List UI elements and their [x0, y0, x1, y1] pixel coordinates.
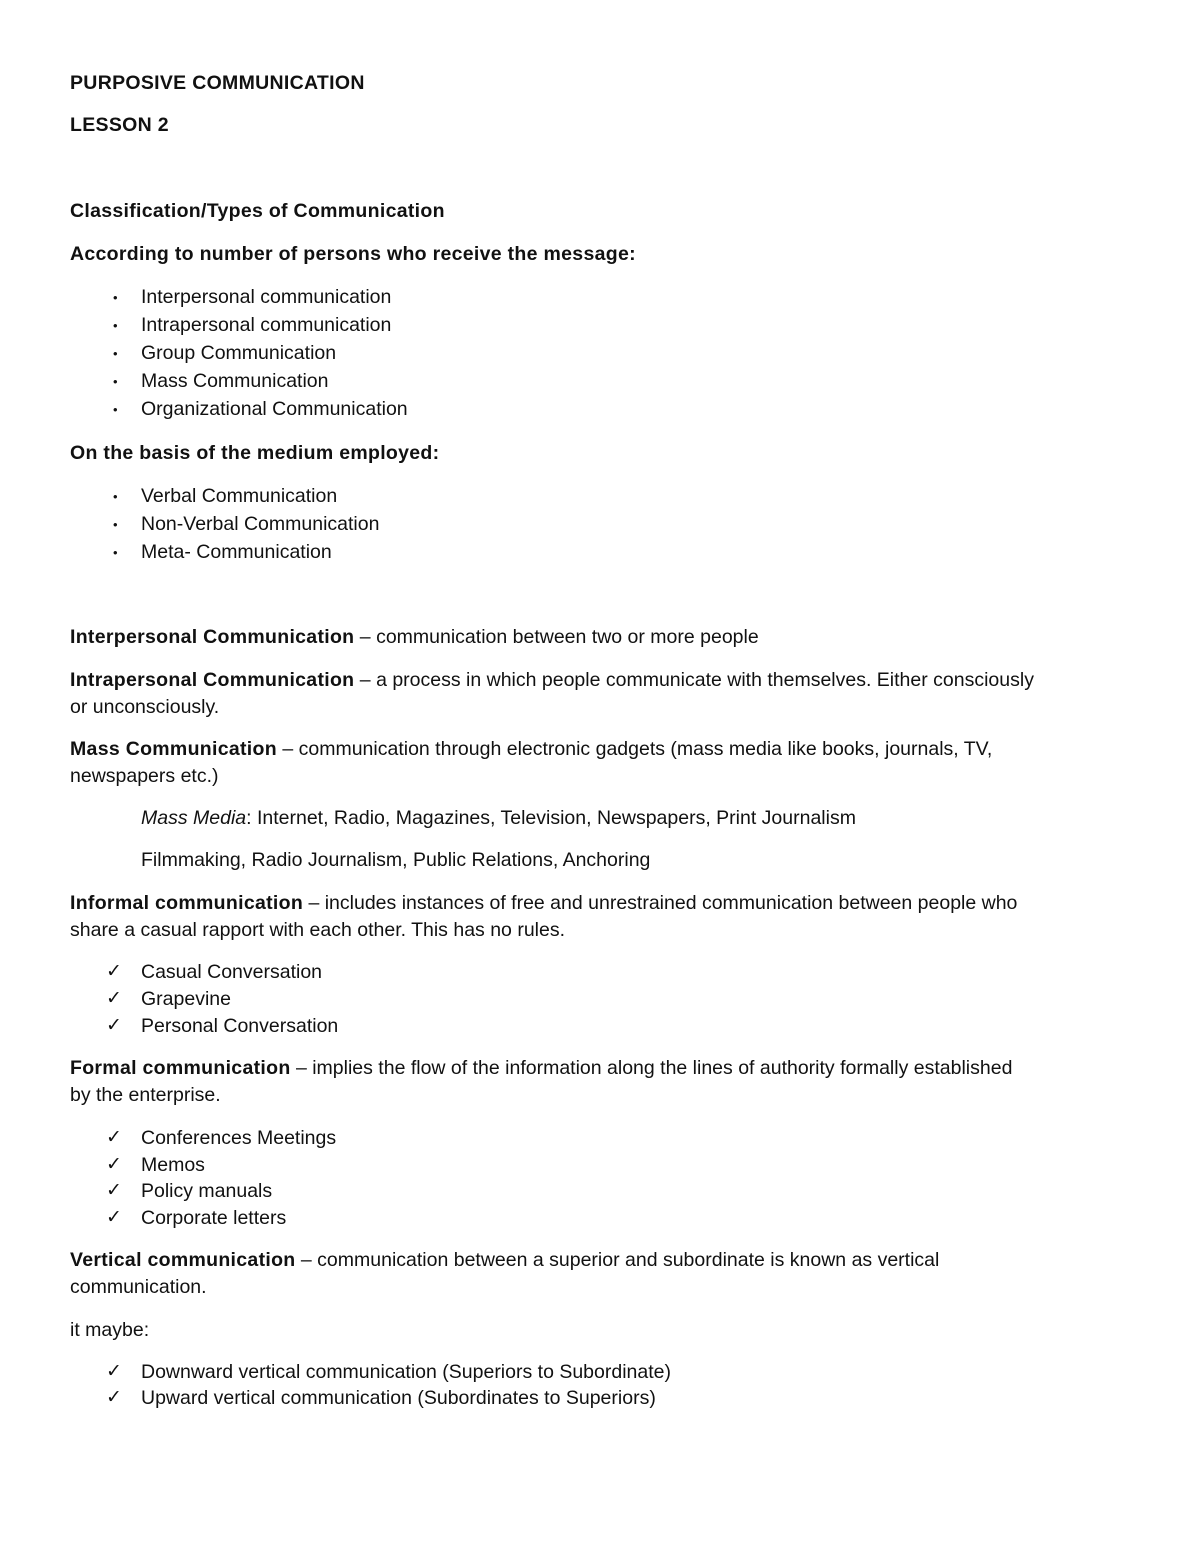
list-item: Downward vertical communication (Superiors to Subordinate)	[141, 1361, 671, 1383]
vertical-definition	[70, 1247, 939, 1274]
mass-term: Mass Communication	[70, 738, 277, 760]
bullet-icon: •	[113, 545, 118, 560]
bullet-icon: •	[113, 402, 118, 417]
vertical-text: – communication between a superior and subordinate is known as vertical	[295, 1249, 940, 1271]
interpersonal-text: – communication between two or more people	[354, 626, 759, 648]
bullet-icon: •	[113, 290, 118, 305]
list-item: Casual Conversation	[141, 961, 323, 983]
mass-media-list: : Internet, Radio, Magazines, Television, Newspapers, Print Journalism	[246, 807, 856, 829]
interpersonal-definition	[70, 624, 759, 651]
bullet-icon: •	[113, 346, 118, 361]
receivers-heading: According to number of persons who receive the message:	[70, 243, 636, 265]
mass-text: – communication through electronic gadgets (mass media like books, journals, TV,	[276, 738, 993, 760]
informal-definition	[70, 890, 1017, 917]
bullet-icon: •	[113, 374, 118, 389]
informal-text-continued: share a casual rapport with each other. This has no rules.	[70, 919, 566, 941]
list-item: Grapevine	[141, 988, 231, 1010]
list-item: Non-Verbal Communication	[141, 513, 380, 535]
formal-definition	[70, 1055, 1012, 1082]
interpersonal-term: Interpersonal Communication	[70, 626, 355, 648]
check-icon: ✓	[106, 1126, 122, 1148]
check-icon: ✓	[106, 1179, 122, 1201]
list-item: Upward vertical communication (Subordinates to Superiors)	[141, 1387, 656, 1409]
list-item: Mass Communication	[141, 370, 329, 392]
check-icon: ✓	[106, 960, 122, 982]
mass-text-continued: newspapers etc.)	[70, 765, 219, 787]
formal-text: – implies the flow of the information along the lines of authority formally established	[290, 1057, 1013, 1079]
list-item: Group Communication	[141, 342, 337, 364]
check-icon: ✓	[106, 1386, 122, 1408]
list-item: Meta- Communication	[141, 541, 332, 563]
lesson-label: LESSON 2	[70, 114, 169, 136]
it-maybe-label: it maybe:	[70, 1319, 150, 1341]
informal-text: – includes instances of free and unrestrained communication between people who	[303, 892, 1018, 914]
formal-term: Formal communication	[70, 1057, 291, 1079]
check-icon: ✓	[106, 1153, 122, 1175]
mass-definition	[70, 736, 992, 763]
informal-term: Informal communication	[70, 892, 304, 914]
document-title: PURPOSIVE COMMUNICATION	[70, 72, 365, 94]
list-item: Corporate letters	[141, 1207, 287, 1229]
list-item: Intrapersonal communication	[141, 314, 392, 336]
bullet-icon: •	[113, 318, 118, 333]
intrapersonal-text-continued: or unconsciously.	[70, 696, 220, 718]
check-icon: ✓	[106, 987, 122, 1009]
intrapersonal-definition	[70, 667, 1034, 694]
mass-media-list-2: Filmmaking, Radio Journalism, Public Relations, Anchoring	[141, 849, 651, 871]
vertical-text-continued: communication.	[70, 1276, 207, 1298]
mass-media-line	[141, 805, 856, 832]
list-item: Verbal Communication	[141, 485, 338, 507]
list-item: Organizational Communication	[141, 398, 408, 420]
list-item: Policy manuals	[141, 1180, 273, 1202]
vertical-term: Vertical communication	[70, 1249, 296, 1271]
bullet-icon: •	[113, 489, 118, 504]
list-item: Conferences Meetings	[141, 1127, 337, 1149]
check-icon: ✓	[106, 1206, 122, 1228]
bullet-icon: •	[113, 517, 118, 532]
classification-heading: Classification/Types of Communication	[70, 200, 445, 222]
medium-heading: On the basis of the medium employed:	[70, 442, 440, 464]
list-item: Personal Conversation	[141, 1015, 339, 1037]
intrapersonal-text: – a process in which people communicate with themselves. Either consciously	[354, 669, 1034, 691]
check-icon: ✓	[106, 1014, 122, 1036]
mass-media-label: Mass Media	[141, 807, 247, 829]
check-icon: ✓	[106, 1360, 122, 1382]
intrapersonal-term: Intrapersonal Communication	[70, 669, 355, 691]
list-item: Interpersonal communication	[141, 286, 392, 308]
list-item: Memos	[141, 1154, 205, 1176]
formal-text-continued: by the enterprise.	[70, 1084, 221, 1106]
